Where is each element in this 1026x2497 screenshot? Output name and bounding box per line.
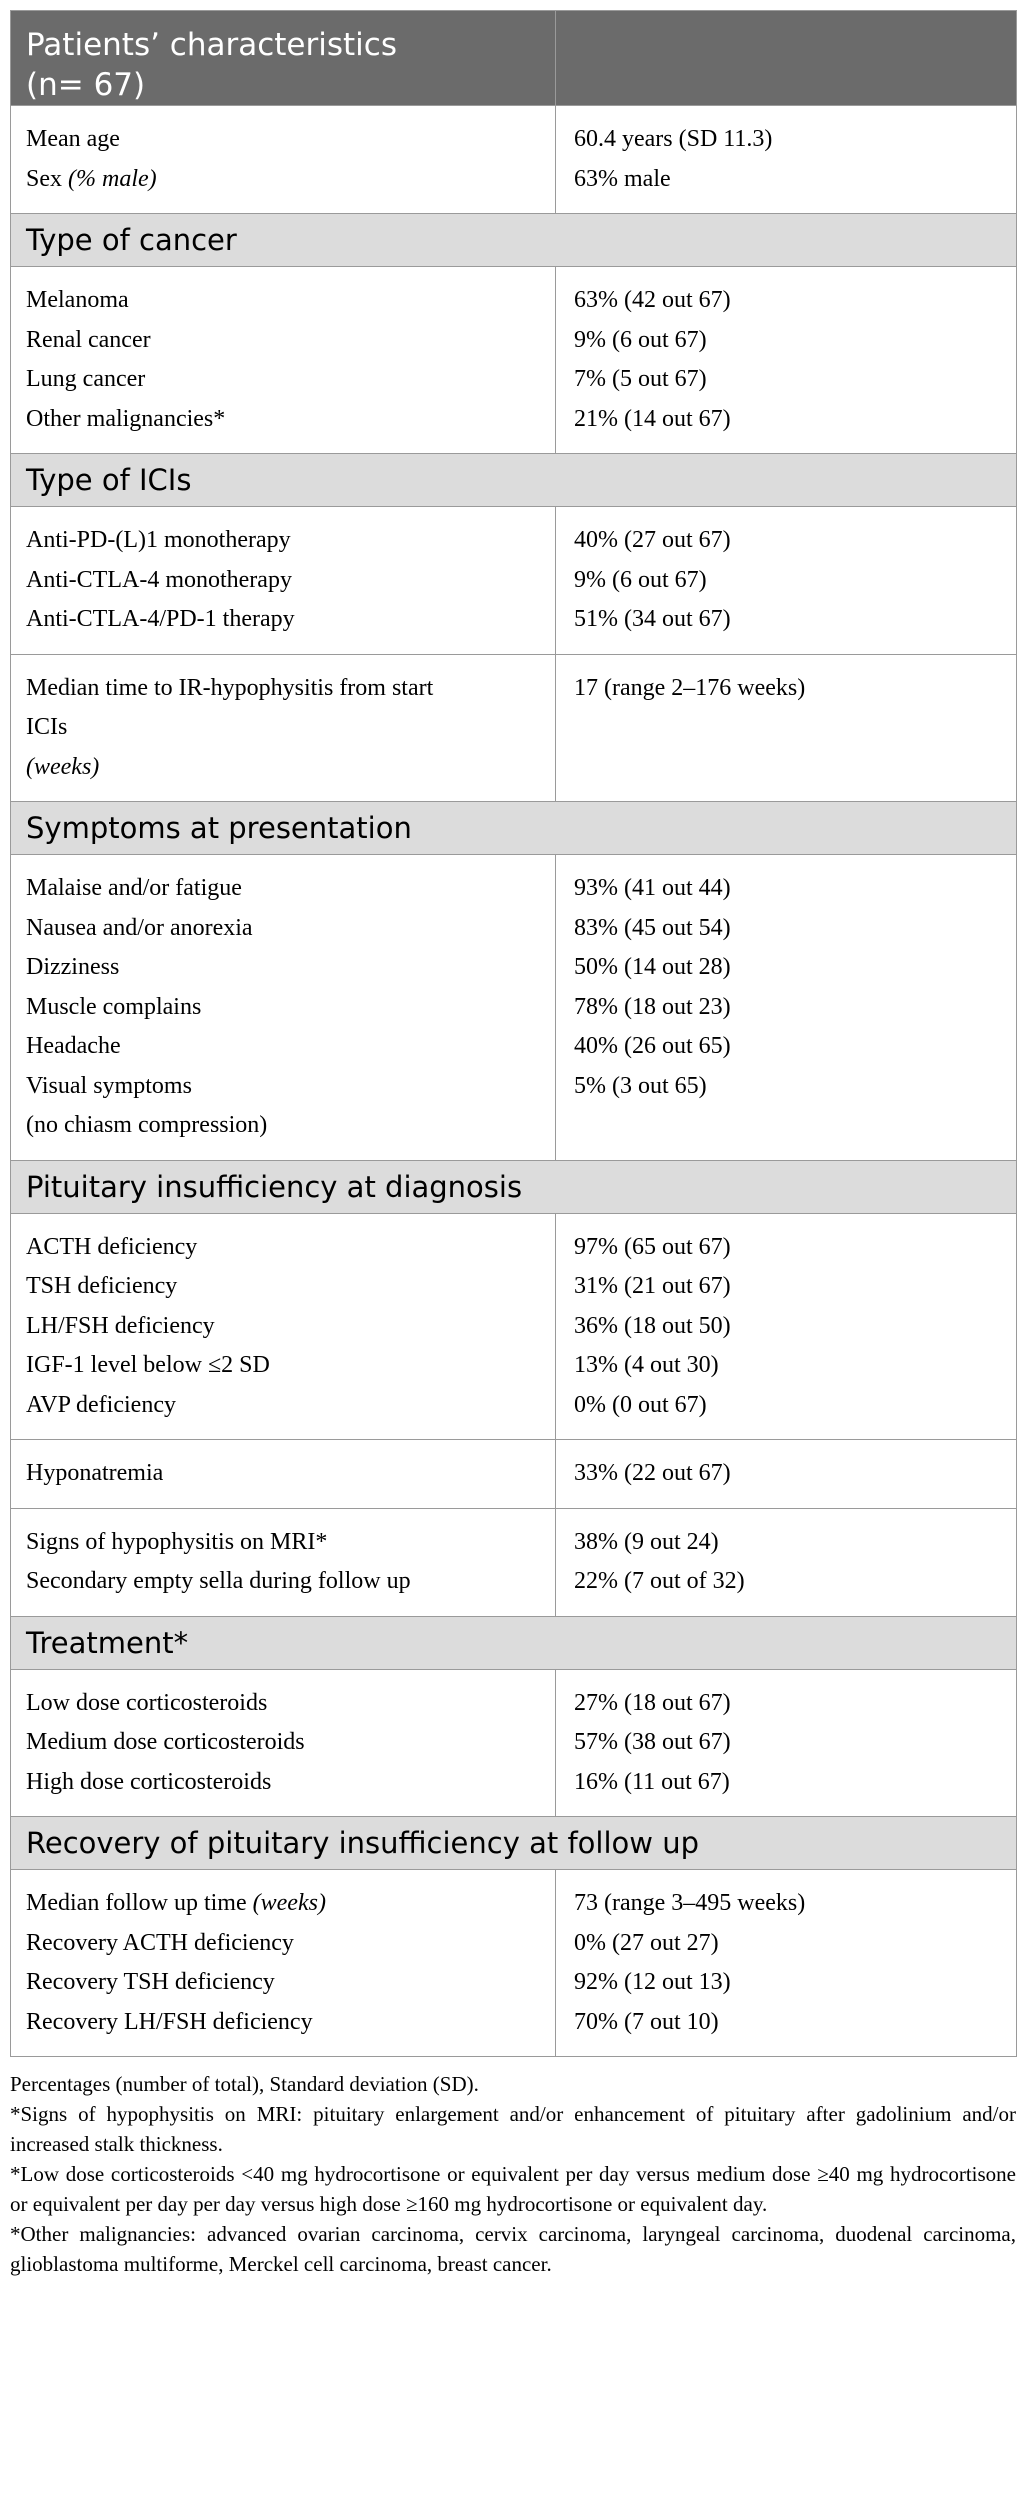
list-item-label: Visual symptoms (26, 1072, 192, 1099)
cancer-rows (11, 267, 1017, 454)
list-item-value: 92% (12 out 13) (574, 1969, 731, 1995)
median-time-label: Median time to IR-hypophysitis from start (26, 674, 434, 701)
list-item-label: ACTH deficiency (26, 1233, 198, 1260)
list-item-label: Anti-CTLA-4/PD-1 therapy (26, 606, 295, 632)
list-item-value: 0% (27 out 27) (574, 1929, 719, 1956)
list-item-value: 73 (range 3–495 weeks) (574, 1890, 806, 1916)
section-header-symptoms: Symptoms at presentation (11, 802, 1017, 855)
ici-rows (11, 507, 1017, 655)
list-item-label: Medium dose corticosteroids (26, 1729, 305, 1755)
list-item-value: 16% (11 out 67) (574, 1768, 730, 1795)
list-item-label: Secondary empty sella during follow up (26, 1568, 411, 1594)
footnote: *Signs of hypophysitis on MRI: pituitary enlargement and/or enhancement of pituitary after gadolinium and/or increased stalk thickness. (10, 2102, 1016, 2156)
list-item-label: TSH deficiency (26, 1273, 178, 1299)
list-item-label: (no chiasm compression) (26, 1112, 268, 1138)
age-label: Mean age (26, 126, 120, 152)
hyponatremia-label: Hyponatremia (26, 1460, 164, 1486)
list-item-value: 93% (41 out 44) (574, 875, 731, 901)
list-item-label: Nausea and/or anorexia (26, 914, 253, 941)
list-item-value: 22% (7 out of 32) (574, 1568, 745, 1594)
list-item-label: Malaise and/or fatigue (26, 875, 242, 901)
sex-label: Sex (% male) (26, 165, 157, 192)
list-item-label: Melanoma (26, 287, 129, 313)
list-item-value: 13% (4 out 30) (574, 1352, 719, 1378)
pituitary-rows (11, 1213, 1017, 1440)
list-item-value: 51% (34 out 67) (574, 606, 731, 632)
list-item-value: 21% (14 out 67) (574, 405, 731, 432)
list-item-label: Anti-PD-(L)1 monotherapy (26, 527, 291, 553)
footnote: Percentages (number of total), Standard deviation (SD). (10, 2072, 479, 2096)
list-item-label: Dizziness (26, 954, 120, 980)
hyponatremia-row (11, 1440, 1017, 1509)
document (10, 10, 1016, 2279)
section-header-pituitary: Pituitary insufficiency at diagnosis (11, 1160, 1017, 1213)
table-header-empty-cell (556, 11, 1017, 106)
list-item-value: 5% (3 out 65) (574, 1072, 707, 1099)
list-item-value: 57% (38 out 67) (574, 1729, 731, 1755)
recovery-rows (11, 1870, 1017, 2057)
list-item-value: 63% (42 out 67) (574, 287, 731, 313)
list-item-label: Recovery TSH deficiency (26, 1969, 275, 1995)
list-item-value: 40% (26 out 65) (574, 1033, 731, 1059)
table-header-row (11, 11, 1017, 106)
mri-row (11, 1508, 1017, 1616)
list-item-value: 0% (0 out 67) (574, 1391, 707, 1418)
list-item-label: Low dose corticosteroids (26, 1689, 268, 1716)
list-item-value: 97% (65 out 67) (574, 1233, 731, 1260)
list-item-label: Recovery LH/FSH deficiency (26, 2008, 313, 2035)
median-time-value: 17 (range 2–176 weeks) (574, 674, 806, 701)
hyponatremia-value: 33% (22 out 67) (574, 1460, 731, 1486)
list-item-value: 38% (9 out 24) (574, 1528, 719, 1555)
list-item-label: Signs of hypophysitis on MRI* (26, 1528, 328, 1555)
median-time-row: Median time to IR-hypophysitis from start ICIs (weeks) 17 (range 2–176 weeks) (11, 654, 1017, 802)
age-value: 60.4 years (SD 11.3) (574, 126, 773, 152)
list-item-label: Median follow up time (weeks) (26, 1890, 326, 1916)
symptoms-rows (11, 855, 1017, 1161)
table-footnotes (10, 2069, 1016, 2279)
section-header-cancer: Type of cancer (11, 214, 1017, 267)
list-item-label: Anti-CTLA-4 monotherapy (26, 566, 292, 593)
list-item-value: 40% (27 out 67) (574, 527, 731, 553)
patients-characteristics-table (10, 10, 1017, 2057)
list-item-label: Other malignancies* (26, 405, 226, 432)
list-item-value: 36% (18 out 50) (574, 1312, 731, 1339)
list-item-value: 27% (18 out 67) (574, 1689, 731, 1716)
table-title: Patients’ characteristics (n= 67) (11, 11, 556, 106)
list-item-label: Recovery ACTH deficiency (26, 1929, 294, 1956)
list-item-label: LH/FSH deficiency (26, 1312, 215, 1339)
list-item-value: 9% (6 out 67) (574, 566, 707, 593)
footnote: *Low dose corticosteroids <40 mg hydrocortisone or equivalent per day versus medium dose ≥40 mg hydrocortisone or equivalent per day per day versus high dose ≥160 mg hydrocortisone or equivalent day. (10, 2162, 1016, 2216)
list-item-label: IGF-1 level below ≤2 SD (26, 1352, 270, 1378)
list-item-label: High dose corticosteroids (26, 1768, 272, 1795)
list-item-label: AVP deficiency (26, 1391, 176, 1418)
list-item-value: 83% (45 out 54) (574, 914, 731, 941)
demographics-row (11, 106, 1017, 214)
footnote: *Other malignancies: advanced ovarian carcinoma, cervix carcinoma, laryngeal carcinoma, duodenal carcinoma, glioblastoma multiforme, Merckel cell carcinoma, breast cancer. (10, 2222, 1016, 2276)
list-item-value: 9% (6 out 67) (574, 326, 707, 353)
list-item-label: Lung cancer (26, 366, 146, 392)
list-item-label: Headache (26, 1033, 121, 1059)
treatment-rows (11, 1669, 1017, 1817)
list-item-value: 7% (5 out 67) (574, 366, 707, 392)
list-item-value: 31% (21 out 67) (574, 1273, 731, 1299)
list-item-value: 50% (14 out 28) (574, 954, 731, 980)
list-item-label: Muscle complains (26, 993, 202, 1020)
list-item-value: 70% (7 out 10) (574, 2008, 719, 2035)
section-header-treatment: Treatment* (11, 1616, 1017, 1669)
section-header-ici: Type of ICIs (11, 454, 1017, 507)
list-item-value: 78% (18 out 23) (574, 993, 731, 1020)
list-item-label: Renal cancer (26, 326, 151, 353)
sex-value: 63% male (574, 165, 671, 192)
section-header-recovery: Recovery of pituitary insufficiency at follow up (11, 1817, 1017, 1870)
